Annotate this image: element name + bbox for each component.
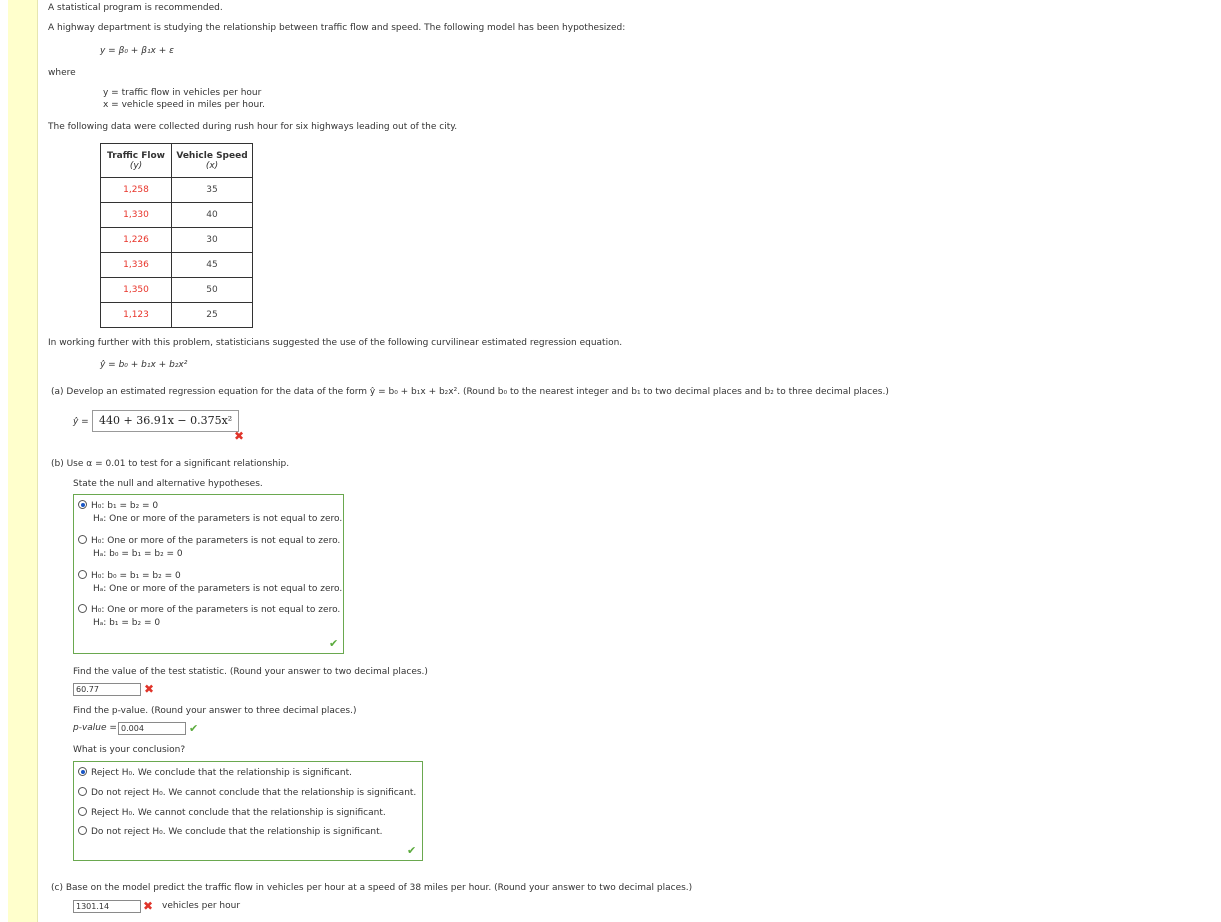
question-content: [48, 0, 1208, 922]
radio-selected-icon[interactable]: [78, 767, 87, 776]
data-intro: The following data were collected during rush hour for six highways leading out of the city.: [48, 122, 458, 132]
hypothesis-h0: H₀: One or more of the parameters is not equal to zero.: [91, 605, 341, 615]
pvalue-input[interactable]: 0.004: [118, 722, 186, 735]
traffic-flow-cell: 1,336: [101, 253, 172, 278]
pvalue-prompt: Find the p-value. (Round your answer to three decimal places.): [73, 706, 357, 716]
conclusion-label: Reject H₀. We cannot conclude that the relationship is significant.: [91, 808, 386, 818]
test-stat-incorrect-icon: ✖: [144, 682, 155, 696]
conclusion-label: Do not reject H₀. We conclude that the relationship is significant.: [91, 827, 383, 837]
radio-icon[interactable]: [78, 787, 87, 796]
header-vehicle-speed-sub: (x): [205, 160, 219, 171]
part-a-label: ŷ =: [73, 417, 89, 427]
data-table: [100, 143, 253, 328]
table-row: [101, 203, 253, 228]
pvalue-correct-icon: ✔: [189, 722, 199, 735]
conclusion-option-4[interactable]: [78, 826, 383, 837]
traffic-flow-cell: 1,258: [101, 178, 172, 203]
traffic-flow-cell: 1,350: [101, 278, 172, 303]
hypothesis-option-3[interactable]: [78, 570, 181, 581]
conclusion-option-2[interactable]: [78, 787, 416, 798]
intro-line1: A statistical program is recommended.: [48, 3, 223, 13]
radio-selected-icon[interactable]: [78, 500, 87, 509]
hypothesis-option-4[interactable]: [78, 604, 340, 615]
hypotheses-choice-box: [73, 494, 344, 654]
table-row: [101, 303, 253, 328]
vehicle-speed-cell: 35: [172, 178, 253, 203]
part-c-incorrect-icon: ✖: [143, 899, 154, 913]
radio-icon[interactable]: [78, 535, 87, 544]
hypothesis-option-2[interactable]: [78, 535, 340, 546]
radio-icon[interactable]: [78, 604, 87, 613]
part-c-unit: vehicles per hour: [162, 901, 241, 911]
header-traffic-flow-label: Traffic Flow: [107, 150, 165, 161]
part-a-prompt: (a) Develop an estimated regression equation for the data of the form ŷ = b₀ + b₁x + b₂x². (Round b₀ to the nearest integer and b₁ to two decimal places and b₂ to three decimal places.): [51, 387, 889, 397]
part-a-answer-field[interactable]: 440 + 36.91x − 0.375x²: [92, 410, 239, 432]
table-row: [101, 178, 253, 203]
hypotheses-correct-icon: ✔: [329, 637, 339, 650]
hypothesis-h0: H₀: One or more of the parameters is not equal to zero.: [91, 536, 341, 546]
vehicle-speed-cell: 25: [172, 303, 253, 328]
def-x: x = vehicle speed in miles per hour.: [103, 100, 265, 110]
table-row: [101, 278, 253, 303]
radio-icon[interactable]: [78, 826, 87, 835]
radio-icon[interactable]: [78, 570, 87, 579]
vehicle-speed-cell: 50: [172, 278, 253, 303]
table-row: [101, 253, 253, 278]
test-stat-input[interactable]: 60.77: [73, 683, 141, 696]
def-y: y = traffic flow in vehicles per hour: [103, 88, 262, 98]
conclusion-label: Reject H₀. We conclude that the relationship is significant.: [91, 768, 352, 778]
pvalue-label: p-value =: [73, 723, 117, 733]
hypothesis-h0: H₀: b₁ = b₂ = 0: [91, 501, 159, 511]
hypothesis-option-1[interactable]: [78, 500, 158, 511]
part-c-prompt: (c) Base on the model predict the traffic flow in vehicles per hour at a speed of 38 miles per hour. (Round your answer to two decimal places.): [51, 883, 693, 893]
conclusion-option-1[interactable]: [78, 767, 352, 778]
hypothesis-h0: H₀: b₀ = b₁ = b₂ = 0: [91, 571, 181, 581]
test-stat-prompt: Find the value of the test statistic. (Round your answer to two decimal places.): [73, 667, 428, 677]
hypothesis-ha: Hₐ: b₁ = b₂ = 0: [93, 618, 161, 628]
state-hypotheses: State the null and alternative hypotheses.: [73, 479, 263, 489]
vehicle-speed-cell: 45: [172, 253, 253, 278]
model-equation: y = β₀ + β₁x + ε: [100, 46, 175, 56]
traffic-flow-cell: 1,123: [101, 303, 172, 328]
intro-line2: A highway department is studying the relationship between traffic flow and speed. The following model has been hypothesized:: [48, 23, 626, 33]
curvilinear-equation: ŷ = b₀ + b₁x + b₂x²: [100, 360, 188, 370]
where-label: where: [48, 68, 76, 78]
vehicle-speed-cell: 40: [172, 203, 253, 228]
conclusion-prompt: What is your conclusion?: [73, 745, 186, 755]
hypothesis-ha: Hₐ: b₀ = b₁ = b₂ = 0: [93, 549, 183, 559]
traffic-flow-cell: 1,226: [101, 228, 172, 253]
traffic-flow-cell: 1,330: [101, 203, 172, 228]
header-vehicle-speed-label: Vehicle Speed: [176, 150, 248, 161]
curvilinear-text: In working further with this problem, statisticians suggested the use of the following curvilinear estimated regression equation.: [48, 338, 623, 348]
part-b-prompt: (b) Use α = 0.01 to test for a significant relationship.: [51, 459, 290, 469]
left-sidebar-strip: [8, 0, 38, 922]
conclusion-correct-icon: ✔: [407, 844, 417, 857]
header-traffic-flow-sub: (y): [129, 160, 143, 171]
part-c-input[interactable]: 1301.14: [73, 900, 141, 913]
conclusion-choice-box: [73, 761, 423, 861]
vehicle-speed-cell: 30: [172, 228, 253, 253]
hypothesis-ha: Hₐ: One or more of the parameters is not equal to zero.: [93, 514, 343, 524]
table-row: [101, 228, 253, 253]
header-traffic-flow: [101, 144, 172, 178]
hypothesis-ha: Hₐ: One or more of the parameters is not equal to zero.: [93, 584, 343, 594]
header-vehicle-speed: [172, 144, 253, 178]
radio-icon[interactable]: [78, 807, 87, 816]
part-a-incorrect-icon: ✖: [234, 429, 245, 443]
conclusion-label: Do not reject H₀. We cannot conclude that the relationship is significant.: [91, 788, 417, 798]
conclusion-option-3[interactable]: [78, 807, 386, 818]
